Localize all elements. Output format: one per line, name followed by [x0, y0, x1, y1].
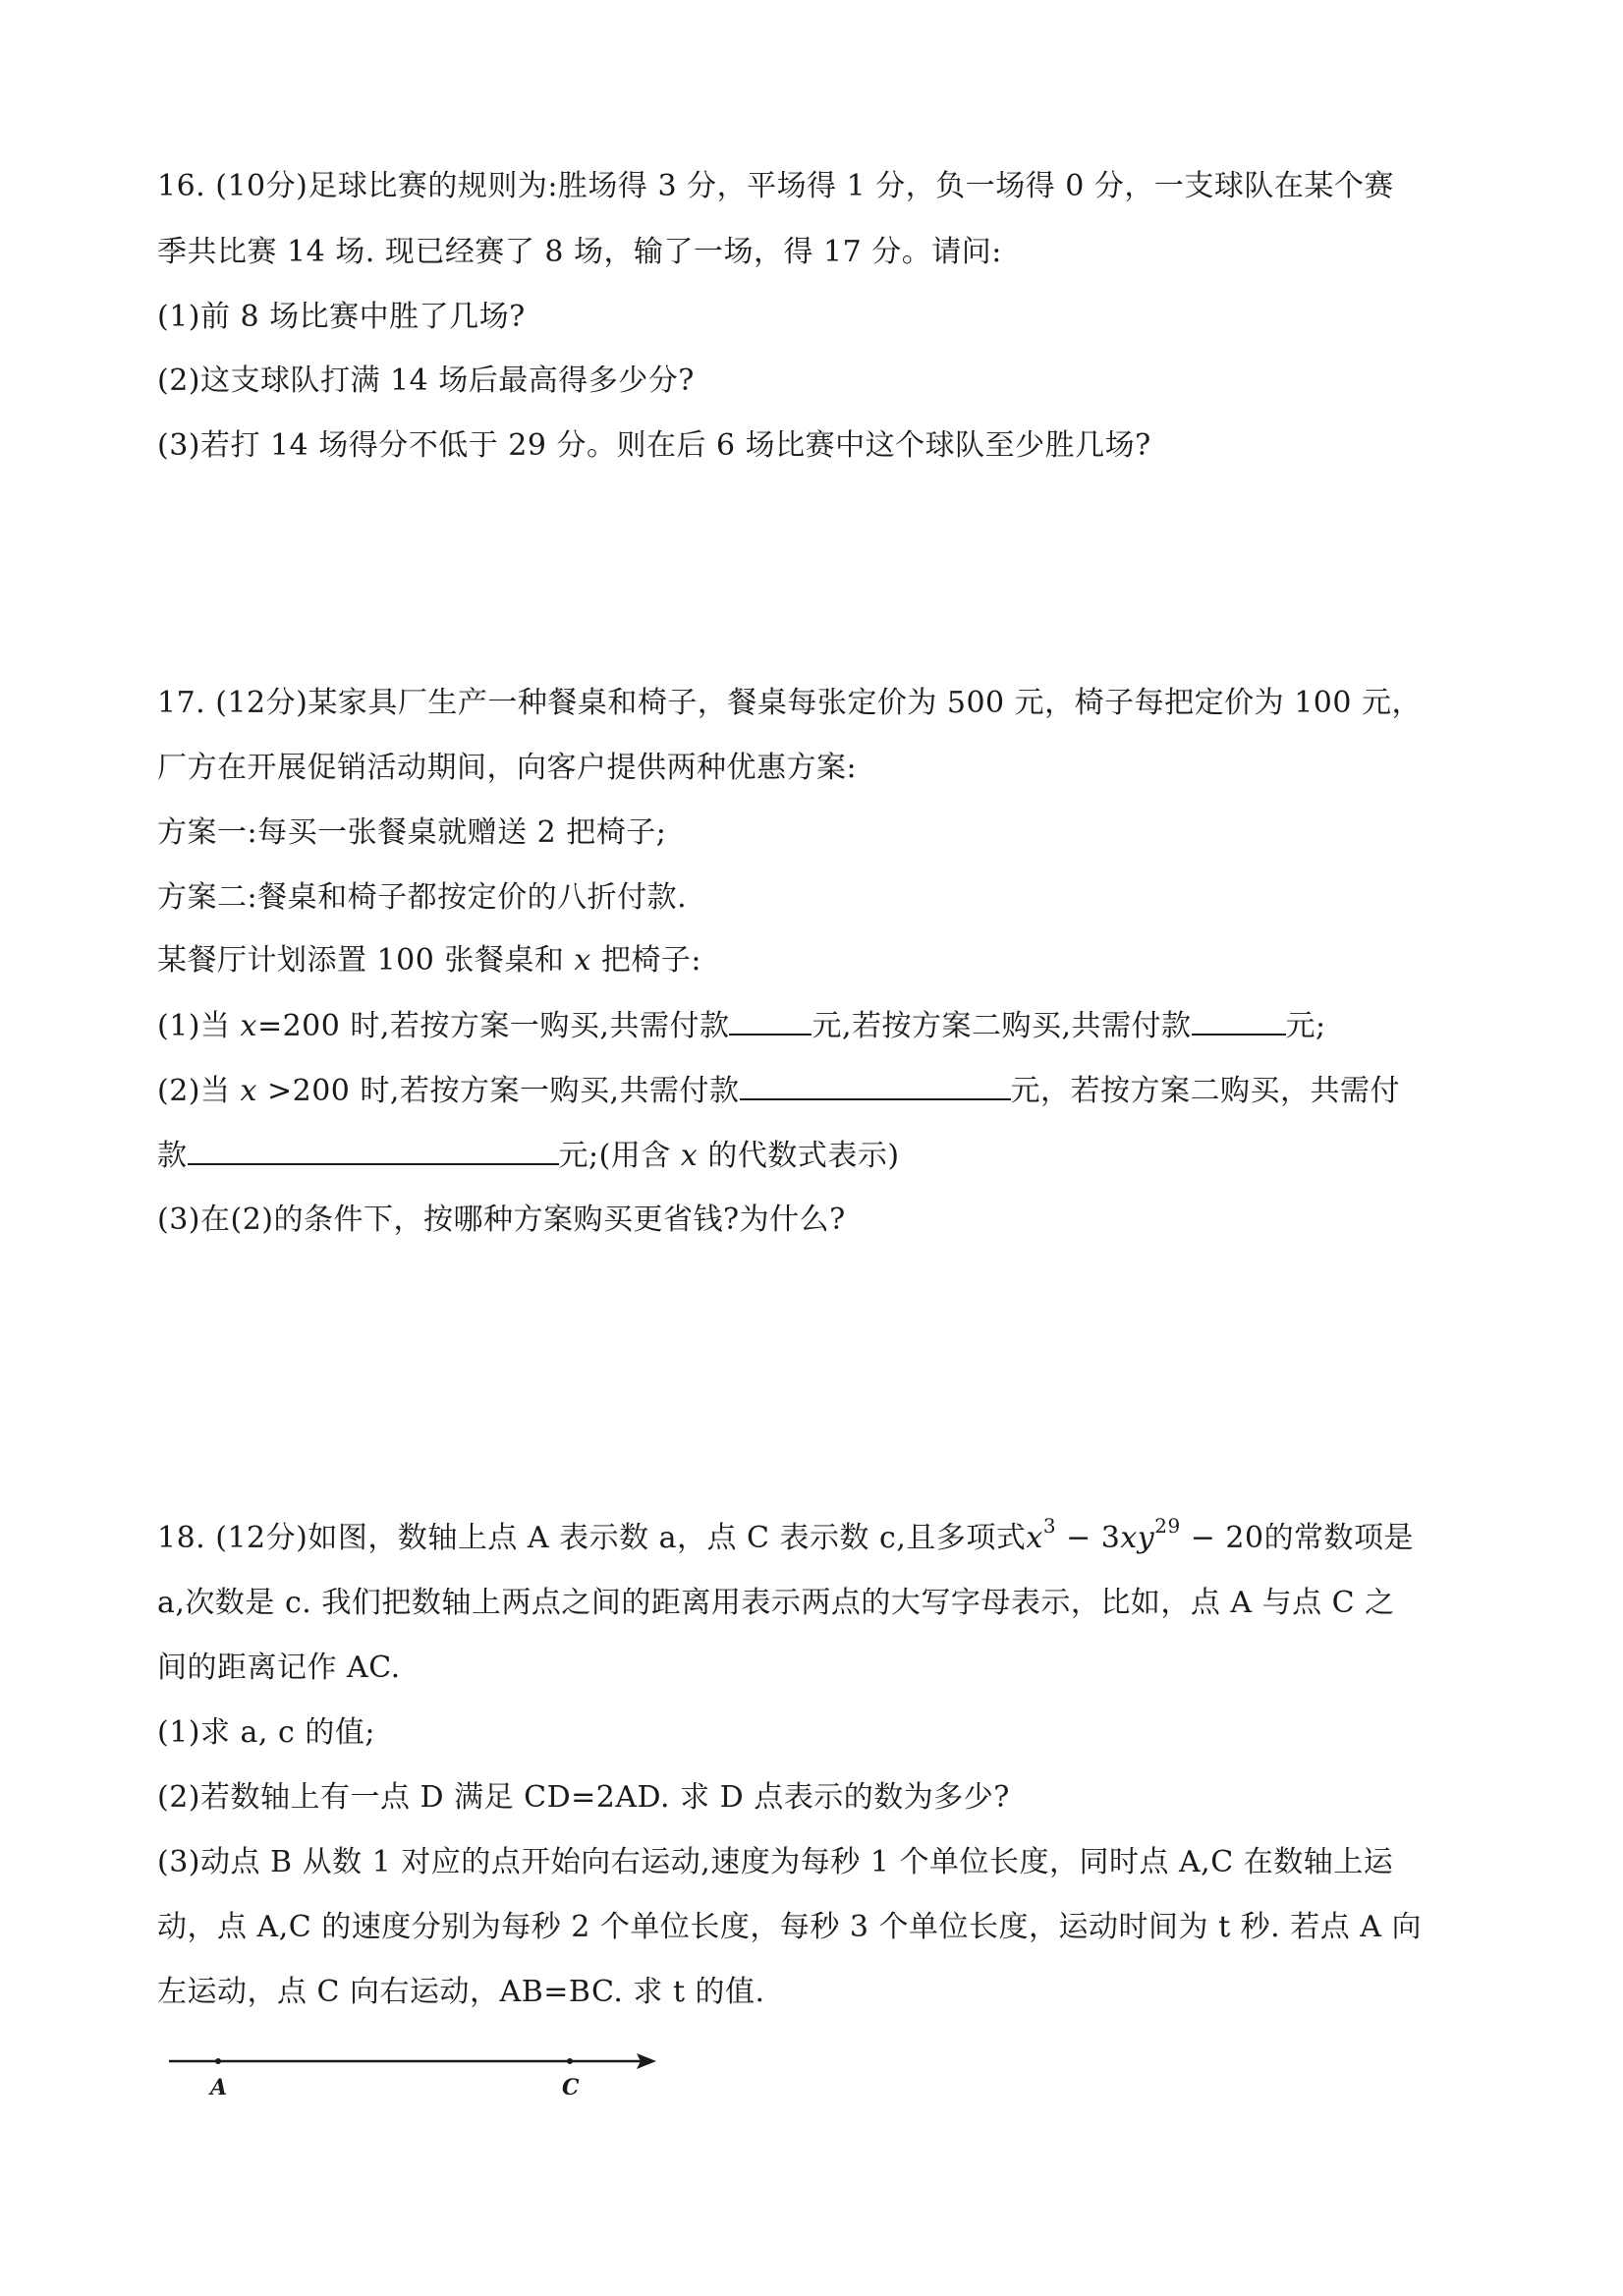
q17-part-1-text-d: 元;	[1285, 1009, 1326, 1043]
q17-part-2-text-c: 元，若按方案二购买，共需付	[1010, 1074, 1400, 1108]
q17-part-2-text-e: 元;(用含	[558, 1139, 681, 1173]
q17-part-3: (3)在(2)的条件下，按哪种方案购买更省钱?为什么?	[157, 1203, 846, 1237]
q18-line-1	[157, 1514, 1415, 1558]
q18-poly-constant: − 20	[1180, 1521, 1264, 1555]
q17-part-2-variable-x: x	[240, 1074, 257, 1108]
point-c-marker	[567, 2058, 573, 2064]
q17-line-1: 17. (12分)某家具厂生产一种餐桌和椅子，餐桌每张定价为 500 元，椅子每把定价为 100 元，	[157, 686, 1422, 720]
q17-answer-blank-4[interactable]	[188, 1136, 559, 1165]
q18-part-2: (2)若数轴上有一点 D 满足 CD=2AD. 求 D 点表示的数为多少?	[157, 1780, 1010, 1815]
q17-part-1-variable-x: x	[240, 1009, 257, 1043]
q17-part-1-text-b: =200 时,若按方案一购买,共需付款	[256, 1009, 730, 1043]
q17-part-2	[157, 1071, 1400, 1111]
q18-line-1-text-a: 18. (12分)如图，数轴上点 A 表示数 a，点 C 表示数 c,且多项式	[157, 1521, 1027, 1555]
q18-line-2: a,次数是 c. 我们把数轴上两点之间的距离用表示两点的大写字母表示，比如，点 A 与点 C 之	[157, 1586, 1395, 1620]
q18-poly-minus-3: − 3	[1056, 1521, 1121, 1555]
q18-part-1: (1)求 a, c 的值;	[157, 1715, 375, 1750]
q18-poly-exp-1: 3	[1042, 1514, 1057, 1538]
q18-part-3-line-3: 左运动，点 C 向右运动，AB=BC. 求 t 的值.	[157, 1975, 765, 2009]
number-line-figure	[167, 2040, 678, 2108]
q17-answer-blank-1[interactable]	[729, 1006, 812, 1036]
q17-part-1	[157, 1006, 1326, 1046]
q17-part-2-text-b: >200 时,若按方案一购买,共需付款	[256, 1074, 740, 1108]
point-a-label: A	[210, 2075, 228, 2100]
q18-line-3: 间的距离记作 AC.	[157, 1651, 401, 1685]
q17-plan-1: 方案一:每买一张餐桌就赠送 2 把椅子;	[157, 815, 667, 850]
q17-part-2-cont	[157, 1136, 900, 1176]
q17-answer-blank-3[interactable]	[740, 1071, 1011, 1100]
q16-line-1: 16. (10分)足球比赛的规则为:胜场得 3 分，平场得 1 分，负一场得 0 分，一支球队在某个赛	[157, 169, 1394, 203]
q16-part-3: (3)若打 14 场得分不低于 29 分。则在后 6 场比赛中这个球队至少胜几场?	[157, 428, 1151, 463]
q17-part-1-text-a: (1)当	[157, 1009, 241, 1043]
q17-line-5-text-a: 某餐厅计划添置 100 张餐桌和	[157, 943, 575, 978]
q17-line-2: 厂方在开展促销活动期间，向客户提供两种优惠方案:	[157, 751, 858, 785]
q17-part-2-text-f: 的代数式表示)	[698, 1139, 900, 1173]
q17-part-1-text-c: 元,若按方案二购买,共需付款	[812, 1009, 1192, 1043]
q18-poly-x: x	[1026, 1521, 1043, 1555]
point-c-label: C	[562, 2075, 580, 2100]
q17-variable-x: x	[574, 943, 591, 978]
q18-poly-xy: xy	[1120, 1521, 1155, 1555]
q16-part-1: (1)前 8 场比赛中胜了几场?	[157, 300, 526, 334]
q16-line-2: 季共比赛 14 场. 现已经赛了 8 场，输了一场，得 17 分。请问:	[157, 235, 1002, 269]
q17-part-2-variable-x2: x	[680, 1139, 699, 1173]
q17-answer-blank-2[interactable]	[1192, 1006, 1286, 1036]
q17-part-2-text-d: 款	[157, 1139, 188, 1173]
q17-plan-2: 方案二:餐桌和椅子都按定价的八折付款.	[157, 880, 688, 915]
q18-part-3-line-1: (3)动点 B 从数 1 对应的点开始向右运动,速度为每秒 1 个单位长度，同时点 A,C 在数轴上运	[157, 1845, 1394, 1879]
q17-part-2-text-a: (2)当	[157, 1074, 241, 1108]
q17-line-5-text-b: 把椅子:	[590, 943, 701, 978]
q17-line-5	[157, 941, 701, 980]
q18-poly-exp-2: 29	[1154, 1514, 1181, 1538]
q18-line-1-text-b: 的常数项是	[1263, 1521, 1415, 1555]
point-a-marker	[215, 2058, 221, 2064]
q18-part-3-line-2: 动，点 A,C 的速度分别为每秒 2 个单位长度，每秒 3 个单位长度，运动时间为 t 秒. 若点 A 向	[157, 1910, 1422, 1944]
q16-part-2: (2)这支球队打满 14 场后最高得多少分?	[157, 364, 695, 398]
